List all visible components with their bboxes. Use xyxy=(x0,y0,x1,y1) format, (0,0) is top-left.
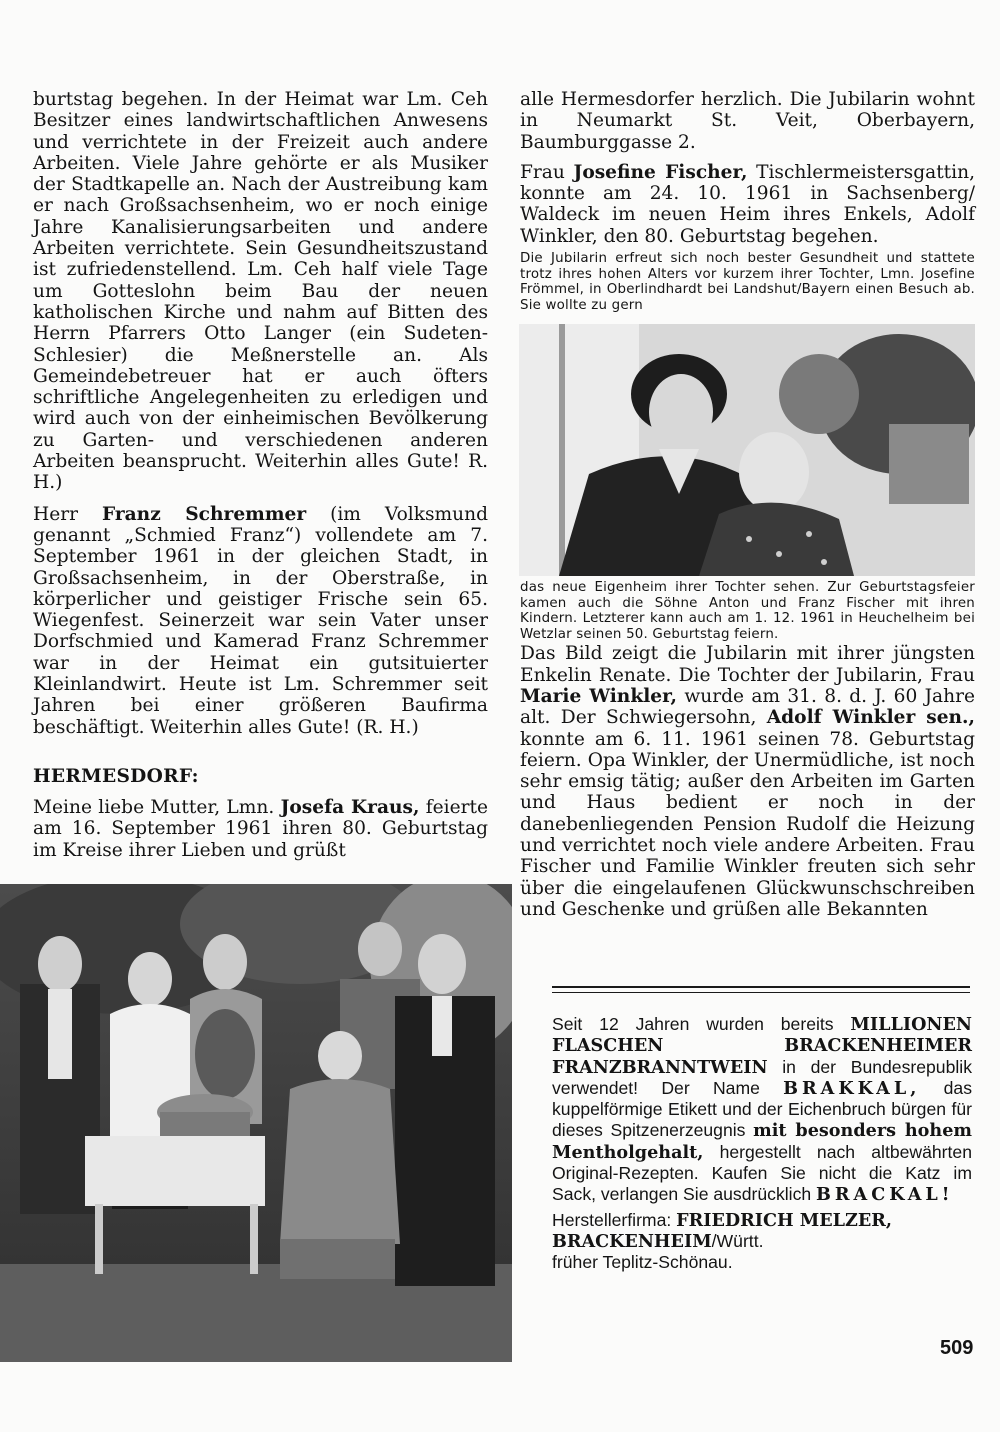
right-small-paragraph-1: Die Jubilarin erfreut sich noch bester Gesundheit und stattete trotz ihres hohen Alters vor kurzem ihrer Tochter, Lmn. Josefine Frömmel, in Oberlindhardt bei Landshut/Bayern einen Besuch ab. Sie wollte zu gern xyxy=(520,251,975,313)
right-paragraph-2 xyxy=(520,162,975,247)
text: hergestellt nach altbewährten Original-Rezepten. Kaufen Sie nicht die Katz im Sack, verlangen Sie ausdrücklich xyxy=(552,1141,972,1205)
company-city: BRACKENHEIM xyxy=(552,1230,712,1252)
ad-bold: MILLIONEN FLASCHEN BRACKENHEIMER FRANZBRANNTWEIN xyxy=(552,1014,972,1078)
text: Frau xyxy=(520,161,574,183)
text: Herr xyxy=(33,503,102,525)
ad-divider-bottom xyxy=(552,992,970,993)
text: (im Volksmund genannt „Schmied Franz“) vollendete am 7. September 1961 in der gleichen Stadt, in Großsachsenheim, in der Oberstraße, in körperlicher und geistiger Frische sein 65. Wiegenfest. Seinerzeit war sein Vater unser Dorfschmied und Kamerad Franz Schremmer war in der Heimat ein gutsituierter Kleinlandwirt. Heute ist Lm. Schremmer seit Jahren bei einer größeren Baufirma beschäftigt. Weiterhin alles Gute! (R. H.) xyxy=(33,503,489,738)
jubilarin-photo-image xyxy=(519,324,975,576)
text: Herstellerfirma: xyxy=(552,1209,677,1230)
left-column xyxy=(33,89,488,861)
person-name: Marie Winkler, xyxy=(520,685,678,707)
text: in der Bundesrepublik verwendet! Der Name xyxy=(552,1056,972,1098)
text: Das Bild zeigt die Jubilarin mit ihrer jüngsten Enkelin Renate. Die Tochter der Jubilarin, Frau xyxy=(520,643,975,686)
person-name: Franz Schremmer xyxy=(101,503,307,525)
text: Tischlermeistersgattin, konnte am 24. 10. 1961 in Sachsenberg/ Waldeck im neuen Heim ihres Enkels, Adolf Winkler, den 80. Geburtstag begehen. xyxy=(520,161,975,247)
manufacturer xyxy=(552,1210,972,1274)
left-paragraph-2 xyxy=(33,504,488,738)
ad-bold: mit besonders hohem Mentholgehalt, xyxy=(552,1120,973,1163)
brand-name: BRAKKAL, xyxy=(783,1077,921,1099)
person-name: Josefine Fischer, xyxy=(573,161,748,183)
ad-body xyxy=(552,1014,972,1206)
right-column-top xyxy=(520,89,975,313)
person-name: Adolf Winkler sen., xyxy=(766,707,975,729)
family-group-photo-image xyxy=(0,884,512,1362)
text: wurde am 31. 8. d. J. 60 Jahre alt. Der Schwiegersohn, xyxy=(520,685,976,729)
text: früher Teplitz-Schönau. xyxy=(552,1252,733,1273)
left-paragraph-1: burtstag begehen. In der Heimat war Lm. Ceh Besitzer eines landwirtschaftlichen Anwesens und verrichtete in der Freizeit auch andere Arbeiten. Viele Jahre gehörte er als Musiker der Stadtkapelle an. Nach der Austreibung kam er nach Großsachsenheim, wo er noch einige Jahre Kanalisierungsarbeiten und andere Arbeiten verrichtete. Sein Gesundheitszustand ist zufriedenstellend. Lm. Ceh half viele Tage um Gotteslohn beim Bau der neuen katholischen Kirche und nahm auf Bitten des Herrn Pfarrers Otto Langer (ein Sudeten-Schlesier) die Meßnerstelle an. Als Gemeindebetreuer hat er auch öfters schriftliche Angelegenheiten zu erledigen und wird auch von der einheimischen Bevölkerung zu Garten- und verschiedenen anderen Arbeiten beansprucht. Weiterhin alles Gute! R. H.) xyxy=(33,89,488,494)
brand-name: BRACKAL! xyxy=(816,1184,954,1206)
right-paragraph-3 xyxy=(520,643,975,920)
person-name: Josefa Kraus, xyxy=(280,796,420,818)
jubilarin-photo xyxy=(519,324,975,576)
company-name: FRIEDRICH MELZER, xyxy=(676,1209,893,1231)
right-small-paragraph-2: das neue Eigenheim ihrer Tochter sehen. Zur Geburtstagsfeier kamen auch die Söhne Anton und Franz Fischer mit ihren Kindern. Letzterer kann auch am 1. 12. 1961 in Heuchelheim bei Wetzlar seinen 50. Geburtstag feiern. xyxy=(520,580,975,642)
page-number: 509 xyxy=(940,1337,974,1359)
section-heading: HERMESDORF: xyxy=(33,765,199,787)
text: feierte am 16. September 1961 ihren 80. Geburtstag im Kreise ihrer Lieben und grüßt xyxy=(33,796,488,861)
left-paragraph-3 xyxy=(33,797,488,861)
ad-divider-top xyxy=(552,986,970,988)
family-group-photo xyxy=(0,884,512,1362)
text: konnte am 6. 11. 1961 seinen 78. Geburtstag feiern. Opa Winkler, der Unermüdliche, ist noch sehr emsig tätig; außer den Arbeiten im Garten und Haus bedient er noch in der danebenliegenden Pension Rudolf die Heizung und verrichtet noch viele andere Arbeiten. Frau Fischer und Familie Winkler freuten sich sehr über die eingelaufenen Glückwunschschreiben und Geschenke und grüßen alle Bekannten xyxy=(520,728,975,920)
right-column-middle xyxy=(520,580,975,920)
text: Seit 12 Jahren wurden bereits xyxy=(552,1014,851,1034)
text: Meine liebe Mutter, Lmn. xyxy=(33,796,281,818)
right-paragraph-1: alle Hermesdorfer herzlich. Die Jubilarin wohnt in Neumarkt St. Veit, Oberbayern, Baumburggasse 2. xyxy=(520,89,975,153)
brackal-advertisement xyxy=(552,1014,972,1274)
text: /Württ. xyxy=(711,1230,764,1251)
text: das kuppelförmige Etikett und der Eichenbruch bürgen für dieses Spitzenerzeugnis xyxy=(552,1077,972,1141)
